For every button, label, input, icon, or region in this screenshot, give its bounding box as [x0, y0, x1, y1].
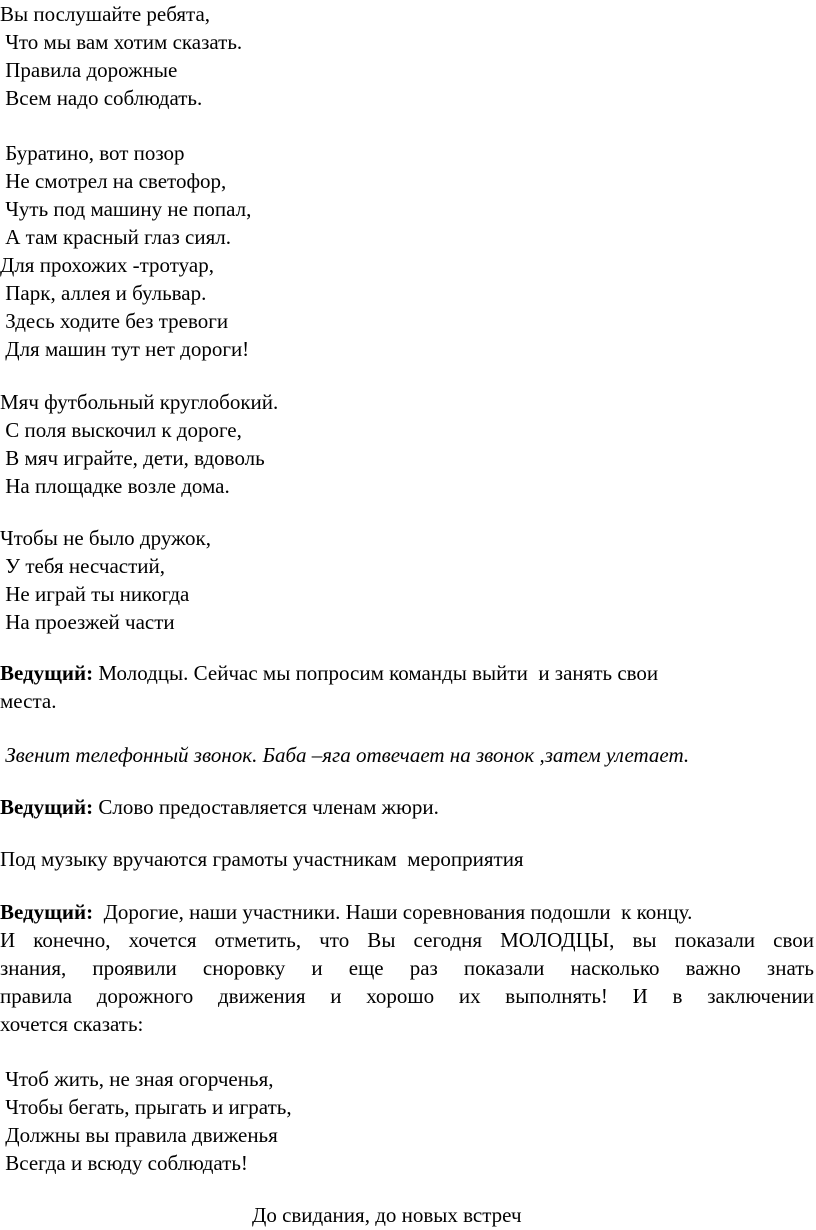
- poem-line: Чтобы бегать, прыгать и играть,: [0, 1095, 292, 1119]
- poem-line: С поля выскочил к дороге,: [0, 418, 242, 442]
- paragraph-text: Молодцы. Сейчас мы попросим команды выйти и занять свои: [93, 661, 659, 685]
- poem-line: Должны вы правила движенья: [0, 1123, 278, 1147]
- poem-line: На проезжей части: [0, 610, 175, 634]
- paragraph-text: Слово предоставляется членам жюри.: [93, 795, 439, 819]
- stage-direction: Звенит телефонный звонок. Баба –яга отвечает на звонок ,затем улетает.: [0, 743, 690, 767]
- paragraph-text: места.: [0, 689, 57, 713]
- poem-line: Буратино, вот позор: [0, 141, 185, 165]
- poem-line: Правила дорожные: [0, 58, 178, 82]
- poem-line: В мяч играйте, дети, вдоволь: [0, 446, 265, 470]
- speaker-label: Ведущий:: [0, 900, 94, 924]
- poem-line: Вы послушайте ребята,: [0, 2, 211, 26]
- poem-line: Всем надо соблюдать.: [0, 86, 203, 110]
- host-paragraph: [0, 902, 692, 923]
- speaker-label: Ведущий:: [0, 795, 94, 819]
- host-paragraph: [0, 797, 439, 818]
- paragraph-text: Дорогие, наши участники. Наши соревнования подошли к концу.: [93, 900, 693, 924]
- paragraph-text: знания, проявили сноровку и еще раз показали насколько важно знать: [0, 956, 814, 980]
- poem-line: У тебя несчастий,: [0, 554, 166, 578]
- poem-line: На площадке возле дома.: [0, 474, 230, 498]
- paragraph-text: хочется сказать:: [0, 1012, 144, 1036]
- poem-line: Для прохожих -тротуар,: [0, 253, 214, 277]
- poem-line: Чтобы не было дружок,: [0, 526, 211, 550]
- poem-line: Что мы вам хотим сказать.: [0, 30, 243, 54]
- poem-line: Не смотрел на светофор,: [0, 169, 227, 193]
- poem-line: Здесь ходите без тревоги: [0, 309, 229, 333]
- poem-line: Мяч футбольный круглобокий.: [0, 390, 279, 414]
- poem-line: Для машин тут нет дороги!: [0, 337, 250, 361]
- closing-line: До свидания, до новых встреч: [252, 1203, 522, 1227]
- poem-line: Всегда и всюду соблюдать!: [0, 1151, 248, 1175]
- paragraph-text: И конечно, хочется отметить, что Вы сегодня МОЛОДЦЫ, вы показали свои: [0, 928, 814, 952]
- poem-line: А там красный глаз сиял.: [0, 225, 231, 249]
- poem-line: Парк, аллея и бульвар.: [0, 281, 207, 305]
- poem-line: Чтоб жить, не зная огорченья,: [0, 1067, 274, 1091]
- poem-line: Не играй ты никогда: [0, 582, 190, 606]
- speaker-label: Ведущий:: [0, 661, 94, 685]
- paragraph-text: Под музыку вручаются грамоты участникам мероприятия: [0, 847, 524, 871]
- poem-line: Чуть под машину не попал,: [0, 197, 252, 221]
- host-paragraph: [0, 663, 658, 684]
- paragraph-text: правила дорожного движения и хорошо их выполнять! И в заключении: [0, 984, 814, 1008]
